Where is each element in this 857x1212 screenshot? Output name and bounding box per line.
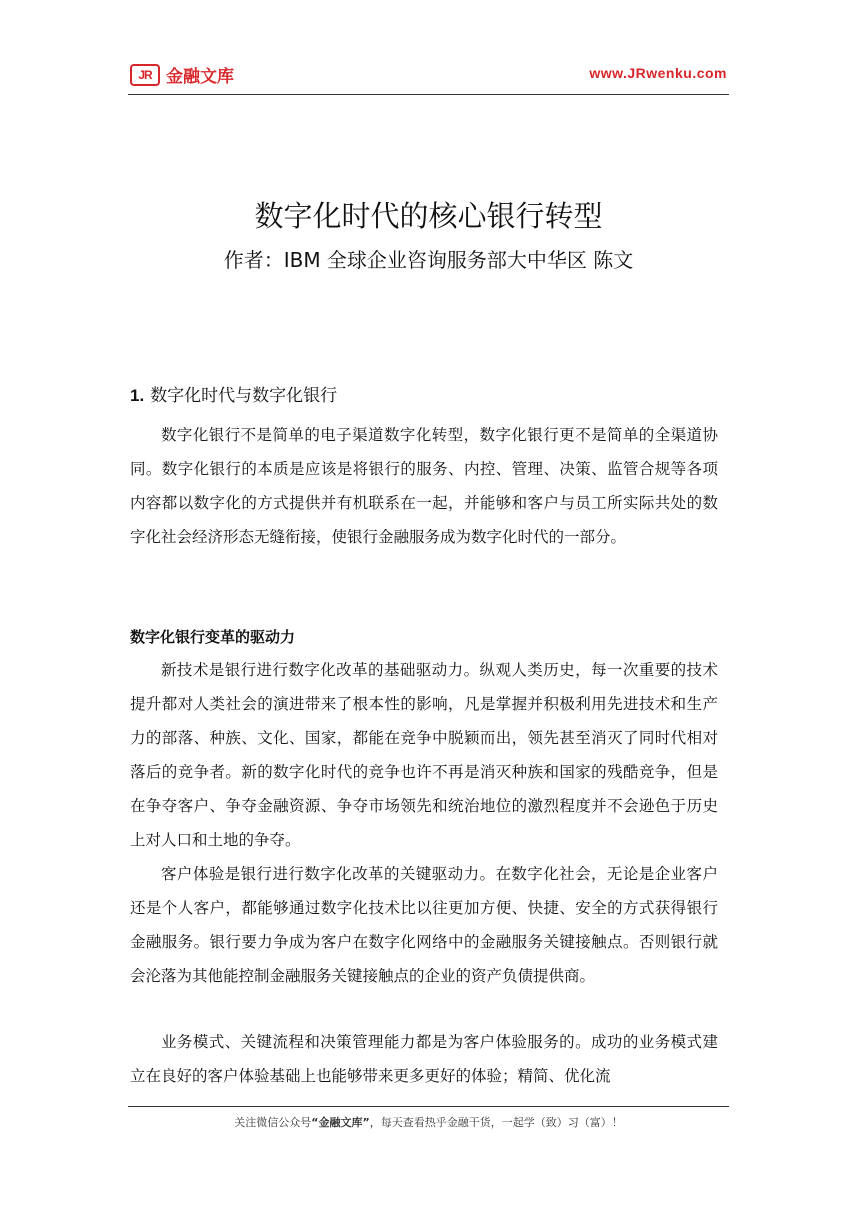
site-url-link[interactable]: www.JRwenku.com [589,65,727,81]
footer-divider [128,1106,729,1107]
logo[interactable] [130,62,234,87]
document-author: 作者：IBM 全球企业咨询服务部大中华区 陈文 [223,248,634,272]
paragraph: 数字化银行不是简单的电子渠道数字化转型，数字化银行更不是简单的全渠道协同。数字化银行的本质是应该是将银行的服务、内控、管理、决策、监管合规等各项内容都以数字化的方式提供并有机联系在一起，并能够和客户与员工所实际共处的数字化社会经济形态无缝衔接，使银行金融服务成为数字化时代的一部分。 [130,426,718,546]
footer-brand: “金融文库” [311,1116,370,1129]
footer-text-after: ，每天查看热乎金融干货，一起学（致）习（富）！ [369,1116,623,1129]
footer-note [0,1114,857,1132]
paragraph: 业务模式、关键流程和决策管理能力都是为客户体验服务的。成功的业务模式建立在良好的客户体验基础上也能够带来更多更好的体验；精简、优化流 [130,1033,718,1085]
document-title: 数字化时代的核心银行转型 [254,199,603,233]
section-title: 数字化时代与数字化银行 [150,386,338,406]
footer-text-before: 关注微信公众号 [234,1116,312,1129]
page-header [128,56,729,95]
section-heading [130,383,337,409]
section-number: 1. [130,386,145,405]
logo-mark-icon: JR [130,64,160,86]
subsection-heading: 数字化银行变革的驱动力 [130,628,296,646]
paragraph: 客户体验是银行进行数字化改革的关键驱动力。在数字化社会，无论是企业客户还是个人客户，都能够通过数字化技术比以往更加方便、快捷、安全的方式获得银行金融服务。银行要力争成为客户在数字化网络中的金融服务关键接触点。否则银行就会沦落为其他能控制金融服务关键接触点的企业的资产负债提供商。 [130,865,718,985]
paragraph: 新技术是银行进行数字化改革的基础驱动力。纵观人类历史，每一次重要的技术提升都对人类社会的演进带来了根本性的影响，凡是掌握并积极利用先进技术和生产力的部落、种族、文化、国家，都能在竞争中脱颖而出，领先甚至消灭了同时代相对落后的竞争者。新的数字化时代的竞争也许不再是消灭种族和国家的残酷竞争，但是在争夺客户、争夺金融资源、争夺市场领先和统治地位的激烈程度并不会逊色于历史上对人口和土地的争夺。 [130,661,718,849]
logo-text: 金融文库 [166,67,234,87]
